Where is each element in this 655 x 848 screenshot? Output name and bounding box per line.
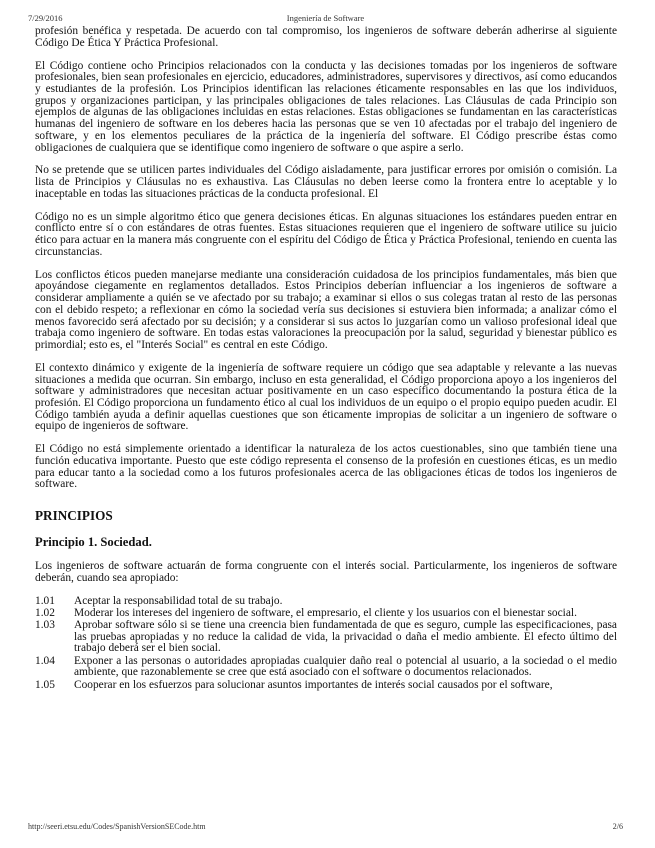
print-date: 7/29/2016 bbox=[28, 13, 63, 23]
clause-text: Aprobar software sólo si se tiene una creencia bien fundamentada de que es seguro, cumple las especificaciones, pasa las pruebas apropiadas y no reduce la calidad de vida, la privacidad o daña el medio ambiente. El efecto último del trabajo deberá ser el bien social. bbox=[74, 619, 617, 655]
list-item bbox=[35, 656, 617, 679]
list-item bbox=[35, 608, 617, 620]
clause-text: Aceptar la responsabilidad total de su trabajo. bbox=[74, 594, 283, 607]
paragraph: Código no es un simple algoritmo ético que genera decisiones éticas. En algunas situaciones los estándares pueden entrar en conflicto entre sí o con estándares de otras fuentes. Estas situaciones requieren que el ingeniero de software utilice su juicio ético para actuar en la manera más congruente con el espíritu del Código de Ética y Práctica Profesional, teniendo en cuenta las circunstancias. bbox=[35, 210, 617, 258]
list-item bbox=[35, 596, 617, 608]
clause-text: Cooperar en los esfuerzos para solucionar asuntos importantes de interés social causados por el software, bbox=[74, 678, 553, 691]
document-body bbox=[35, 26, 617, 692]
clause-number: 1.02 bbox=[35, 606, 55, 619]
paragraph: profesión benéfica y respetada. De acuerdo con tal compromiso, los ingenieros de software deberán adherirse al siguiente Código De Ética Y Práctica Profesional. bbox=[35, 25, 617, 49]
clause-list bbox=[35, 596, 617, 692]
section-heading: PRINCIPIOS bbox=[35, 508, 113, 524]
paragraph: Los conflictos éticos pueden manejarse mediante una consideración cuidadosa de los principios fundamentales, más bien que apoyándose ciegamente en reglamentos detallados. Estos Principios deberían influenciar a los ingenieros de software a considerar ampliamente a quién se ve afectado por su trabajo; a examinar si ellos o sus colegas tratan al resto de las personas con el debido respeto; a reflexionar en cómo la sociedad vería sus decisiones si estuviera bien informada; a analizar cómo el menos favorecido será afectado por su decisión; y a considerar si sus actos lo juzgarían como un valioso profesional ideal que trabaja como ingeniero de software. En todas estas valoraciones la preocupación por la salud, seguridad y bienestar público es primordial; esto es, el "Interés Social" es central en este Código. bbox=[35, 268, 617, 351]
page-title: Ingeniería de Software bbox=[286, 13, 365, 23]
list-item bbox=[35, 680, 617, 692]
list-item bbox=[35, 620, 617, 655]
paragraph: El Código no está simplemente orientado a identificar la naturaleza de los actos cuestionables, sino que también tiene una función educativa importante. Puesto que este código representa el consenso de la profesión en cuestiones éticas, es un medio para educar tanto a la sociedad como a los futuros profesionales acerca de las obligaciones éticas de todos los ingenieros de software. bbox=[35, 443, 617, 491]
principle-heading: Principio 1. Sociedad. bbox=[35, 535, 152, 550]
paragraph: El contexto dinámico y exigente de la ingeniería de software requiere un código que sea adaptable y relevante a las nuevas situaciones a medida que ocurran. Sin embargo, incluso en esta generalidad, el Código proporciona apoyo a los ingenieros del software y administradores que necesitan actuar positivamente en un caso específico documentando la postura ética de la profesión. El Código proporciona un fundamento ético al cual los individuos de un equipo o el propio equipo pueden acudir. El Código también ayuda a definir aquellas cuestiones que son éticamente impropias de solicitar a un ingeniero de software o equipo de ingenieros de software. bbox=[35, 361, 617, 433]
source-url: http://seeri.etsu.edu/Codes/SpanishVersionSECode.htm bbox=[28, 822, 206, 831]
clause-number: 1.04 bbox=[35, 654, 55, 667]
paragraph: No se pretende que se utilicen partes individuales del Código aisladamente, para justificar errores por omisión o comisión. La lista de Principios y Cláusulas no es exhaustiva. Las Cláusulas no deben leerse como la frontera entre lo aceptable y lo inaceptable en todas las situaciones prácticas de la conducta profesional. El bbox=[35, 164, 617, 200]
clause-text: Moderar los intereses del ingeniero de software, el empresario, el cliente y los usuarios con el bienestar social. bbox=[74, 606, 577, 619]
print-footer bbox=[28, 822, 623, 834]
clause-text: Exponer a las personas o autoridades apropiadas cualquier daño real o potencial al usuario, a la sociedad o el medio ambiente, que razonablemente se cree que está asociado con el software o documentos relacionados. bbox=[74, 654, 617, 679]
paragraph: El Código contiene ocho Principios relacionados con la conducta y las decisiones tomadas por los ingenieros de software profesionales, bien sean profesionales en ejercicio, educadores, administradores, supervisores y directivos, así como educandos y estudiantes de la profesión. Los Principios identifican las relaciones éticamente responsables en las que los individuos, grupos y organizaciones participan, y las principales obligaciones de tales relaciones. Las Cláusulas de cada Principio son ejemplos de algunas de las obligaciones incluidas en estas relaciones. Estas obligaciones se fundamentan en las características humanas del ingeniero de software en los deberes hacia las personas que se ven 10 afectadas por el trabajo del ingeniero de software, y en los elementos peculiares de la práctica de la ingeniería del software. El Código prescribe éstas como obligaciones de cualquiera que se identifique como ingeniero de software o que aspire a serlo. bbox=[35, 59, 617, 154]
principle-intro: Los ingenieros de software actuarán de forma congruente con el interés social. Particularmente, los ingenieros de software deberán, cuando sea apropiado: bbox=[35, 560, 617, 584]
clause-number: 1.01 bbox=[35, 594, 55, 607]
clause-number: 1.03 bbox=[35, 619, 55, 632]
page-number: 2/6 bbox=[612, 822, 623, 831]
print-header bbox=[28, 13, 623, 25]
clause-number: 1.05 bbox=[35, 678, 55, 691]
